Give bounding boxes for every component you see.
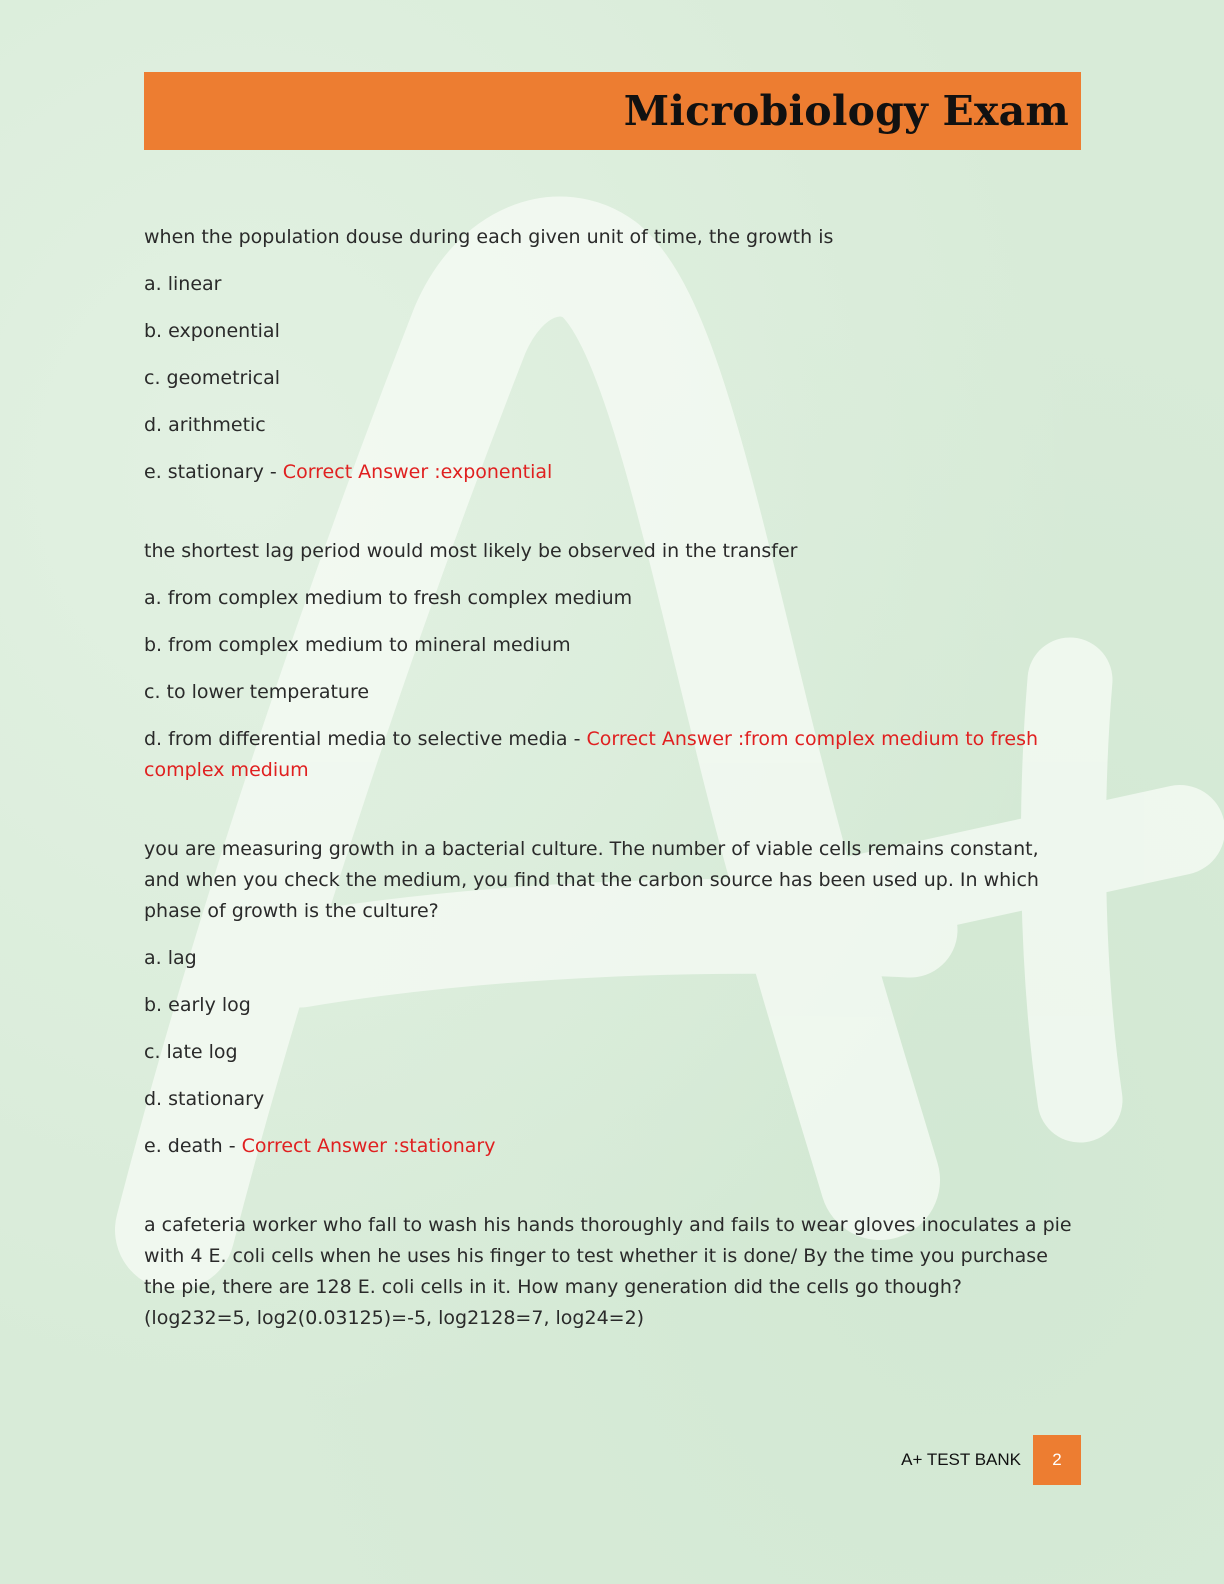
option: b. exponential — [144, 320, 280, 342]
header-bar — [144, 72, 1081, 150]
option-with-answer — [144, 724, 1074, 786]
option: c. late log — [144, 1041, 238, 1063]
option: e. death - — [144, 1135, 242, 1157]
footer-label: A+ TEST BANK — [901, 1450, 1021, 1469]
option: c. to lower temperature — [144, 681, 370, 703]
correct-answer: Correct Answer :exponential — [282, 461, 553, 483]
question-2 — [144, 536, 1074, 786]
option: e. stationary - — [144, 461, 283, 483]
option: a. from complex medium to fresh complex medium — [144, 587, 633, 609]
correct-answer: Correct Answer :stationary — [241, 1135, 496, 1157]
option-with-answer — [144, 457, 1074, 488]
page-number: 2 — [1052, 1450, 1062, 1469]
question-list — [144, 222, 1074, 1382]
option: d. arithmetic — [144, 414, 266, 436]
question-stem: when the population douse during each given unit of time, the growth is — [144, 226, 834, 248]
question-stem: a cafeteria worker who fall to wash his hands thoroughly and fails to wear gloves inoculates a pie with 4 E. coli cells when he uses his finger to test whether it is done/ By the time you purchase the pie, there are 128 E. coli cells in it. How many generation did the cells go though? (log232=5, log2(0.03125)=-5, log2128=7, log24=2) — [144, 1214, 1072, 1329]
option: c. geometrical — [144, 367, 281, 389]
option: b. from complex medium to mineral medium — [144, 634, 571, 656]
page-number-box — [1033, 1435, 1081, 1485]
option: a. lag — [144, 947, 197, 969]
question-3 — [144, 834, 1074, 1162]
page-footer — [901, 1435, 1081, 1485]
question-1 — [144, 222, 1074, 488]
question-stem: the shortest lag period would most likely be observed in the transfer — [144, 540, 798, 562]
correct-answer: Correct Answer :from complex medium to fresh complex medium — [144, 728, 1039, 781]
question-4 — [144, 1210, 1074, 1334]
question-stem: you are measuring growth in a bacterial culture. The number of viable cells remains constant, and when you check the medium, you find that the carbon source has been used up. In which phase of growth is the culture? — [144, 838, 1039, 922]
option: d. from differential media to selective media - — [144, 728, 587, 750]
option-with-answer — [144, 1131, 1074, 1162]
option: a. linear — [144, 273, 222, 295]
page-title: Microbiology Exam — [623, 87, 1069, 135]
option: b. early log — [144, 994, 251, 1016]
option: d. stationary — [144, 1088, 265, 1110]
